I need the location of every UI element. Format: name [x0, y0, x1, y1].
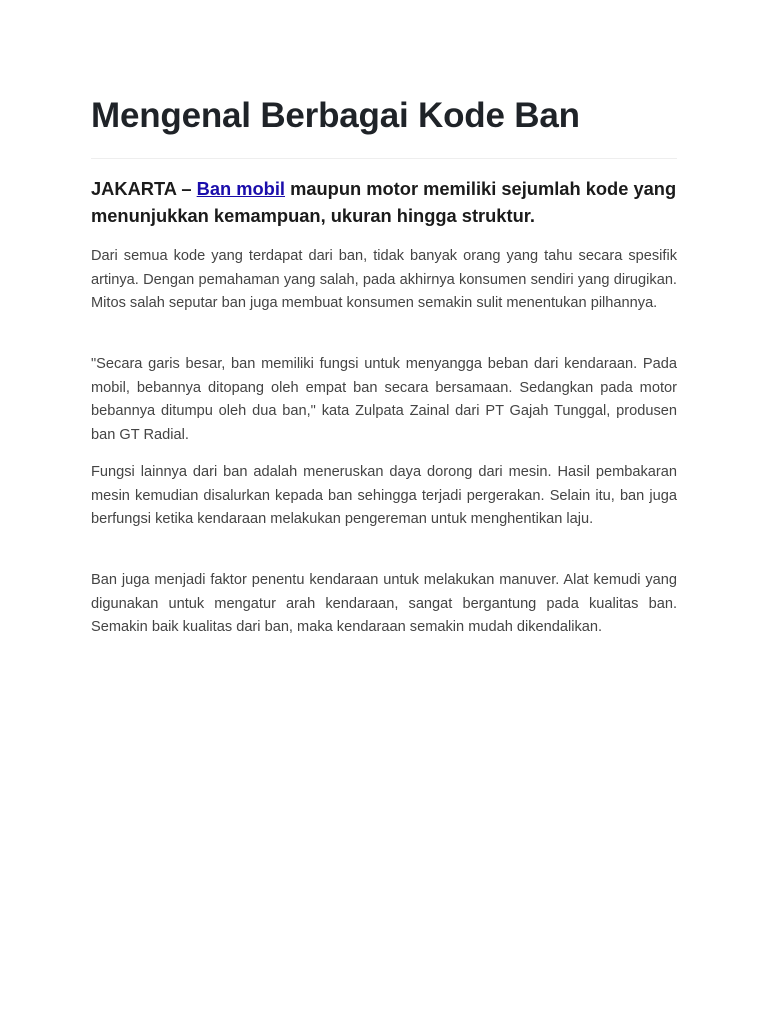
title-divider [91, 158, 677, 159]
body-paragraph-2: "Secara garis besar, ban memiliki fungsi untuk menyangga beban dari kendaraan. Pada mobil, bebannya ditopang oleh empat ban secara bersamaan. Sedangkan pada motor bebannya ditumpu oleh dua ban," kata Zulpata Zainal dari PT Gajah Tunggal, produsen ban GT Radial. [91, 356, 677, 443]
body-paragraph-4: Ban juga menjadi faktor penentu kendaraan untuk melakukan manuver. Alat kemudi yang digunakan untuk mengatur arah kendaraan, sangat bergantung pada kualitas ban. Semakin baik kualitas dari ban, maka kendaraan semakin mudah dikendalikan. [91, 572, 677, 636]
lead-prefix: JAKARTA – [91, 178, 197, 199]
ban-mobil-link[interactable]: Ban mobil [196, 178, 286, 199]
body-paragraph-1: Dari semua kode yang terdapat dari ban, tidak banyak orang yang tahu secara spesifik artinya. Dengan pemahaman yang salah, pada akhirnya konsumen sendiri yang dirugikan. Mitos salah seputar ban juga membuat konsumen semakin sulit menentukan pilhannya. [91, 248, 677, 312]
lead-suffix: maupun motor memiliki sejumlah kode yang menunjukkan kemampuan, ukuran hingga struktur. [91, 178, 677, 226]
lead-paragraph [91, 175, 677, 229]
body-paragraph-3: Fungsi lainnya dari ban adalah meneruskan daya dorong dari mesin. Hasil pembakaran mesin kemudian disalurkan kepada ban sehingga terjadi pergerakan. Selain itu, ban juga berfungsi ketika kendaraan melakukan pengereman untuk menghentikan laju. [91, 464, 677, 528]
page-title: Mengenal Berbagai Kode Ban [91, 96, 580, 135]
